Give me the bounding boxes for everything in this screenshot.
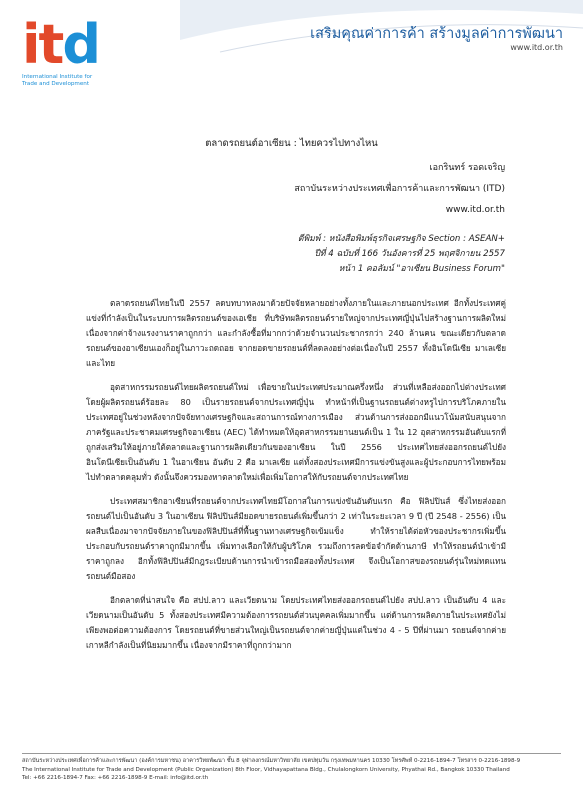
paragraph-3: ประเทศสมาชิกอาเซียนที่รถยนต์จากประเทศไทยมีโอกาสในการแข่งขันอันดับแรก คือ ฟิลิปปินส์ ซึ่งไทยส่งออกรถยนต์ไปเป็นอันดับ 3 ในอาเซียน ฟิลิปปินส์มียอดขายรถยนต์เพิ่มขึ้นกว่า 2 เท่าในระยะเวลา 9 ปี (ปี 2548 - 2556) เป็นผลสืบเนื่องมาจากปัจจัยภายในของฟิลิปปินส์ที่พื้นฐานทางเศรษฐกิจเข้มแข็ง ทำให้รายได้ต่อหัวของประชากรเพิ่มขึ้น ประกอบกับรถยนต์ราคาถูกมีมากขึ้น เพิ่มทางเลือกให้กับผู้บริโภค รวมถึงการลดข้อจำกัดด้านภาษี ทำให้รถยนต์นำเข้ามีราคาถูกลง อีกทั้งฟิลิปปินส์มีกฎระเบียบด้านการนำเข้ารถมือสองทั้งประเทศ จึงเป็นโอกาสของรถยนต์รุ่นใหม่ทดแทนรถยนต์มือสอง xyxy=(86,496,506,581)
footer-contact: Tel: +66 2216-1894-7 Fax: +66 2216-1898-9 E-mail: info@itd.or.th xyxy=(22,775,209,781)
author-website: www.itd.or.th xyxy=(445,205,505,215)
publication-line-2: ปีที่ 4 ฉบับที่ 166 วันอังคารที่ 25 พฤศจิกายน 2557 xyxy=(314,249,505,259)
footer-address-english: The International Institute for Trade and Development (Public Organization) 8th Floor, Vidhayapattana Bldg., Chulalongkorn University, Phyathai Rd., Bangkok 10330 Thailand xyxy=(22,766,510,773)
footer xyxy=(22,757,562,783)
footer-divider xyxy=(22,753,561,754)
header-website: www.itd.or.th xyxy=(510,43,563,52)
header-slogan: เสริมคุณค่าการค้า สร้างมูลค่าการพัฒนา xyxy=(310,26,563,42)
publication-line-1: ตีพิมพ์ : หนังสือพิมพ์ธุรกิจเศรษฐกิจ Section : ASEAN+ xyxy=(297,234,505,244)
logo-subtext: International Institute for Trade and Development xyxy=(22,74,93,87)
paragraph-2: อุตสาหกรรมรถยนต์ไทยผลิตรถยนต์ใหม่ เพื่อขายในประเทศประมาณครึ่งหนึ่ง ส่วนที่เหลือส่งออกไปต่างประเทศ โดยผู้ผลิตรถยนต์ร้อยละ 80 เป็นรายรถยนต์จากประเทศญี่ปุ่น ทำหน้าที่เป็นฐานรถยนต์ต่างหรูไปการบริโภคภายในประเทศอยู่ในช่วงหลังจากปัจจัยทางเศรษฐกิจและสถานการณ์ทางการเมือง ส่วนด้านการส่งออกมีแนวโน้มสนับสนุนจากภาครัฐและประชาคมเศรษฐกิจอาเซียน (AEC) ได้ทำหมดให้อุตสาหกรรมยานยนต์เป็น 1 ใน 12 อุตสาหกรรมอันดับแรกที่ถูกส่งเสริมให้อยู่ภายใต้ตลาดและฐานการผลิตเดียวกันของอาเซียน ในปี 2556 ประเทศไทยส่งออกรถยนต์ไปยังอินโดนีเซียเป็นอันดับ 1 ในอาเซียน อันดับ 2 คือ มาเลเซีย แต่ทั้งสองประเทศมีการแข่งขันสูงและผู้ประกอบการไทยพร้อมไปทำตลาดคลุมทั่ว ดังนั้นจึงควรมองหาตลาดใหม่เพื่อเพิ่มโอกาสให้กับรถยนต์จากประเทศไทย xyxy=(86,382,506,482)
paragraph-4: อีกตลาดที่น่าสนใจ คือ สปป.ลาว และเวียดนาม โดยประเทศไทยส่งออกรถยนต์ไปยัง สปป.ลาว เป็นอันดับ 4 และเวียดนามเป็นอันดับ 5 ทั้งสองประเทศมีความต้องการรถยนต์ส่วนบุคคลเพิ่มมากขึ้น แต่ด้านการผลิตภายในประเทศยังไม่เพียงพอต่อความต้องการ โดยรถยนต์ที่ขายส่วนใหญ่เป็นรถยนต์จากค่ายญี่ปุ่นแต่ในช่วง 4 - 5 ปีที่ผ่านมา รถยนต์จากค่ายเกาหลีกำลังเป็นที่นิยมมากขึ้น เนื่องจากมีราคาที่ถูกกว่ามาก xyxy=(86,595,506,650)
publication-info xyxy=(298,232,505,277)
publication-line-3: หน้า 1 คอลัมน์ "อาเซียน Business Forum" xyxy=(338,264,505,274)
author-name: เอกรินทร์ รอดเจริญ xyxy=(429,163,505,173)
logo-letter-i: i xyxy=(22,13,39,76)
itd-logo xyxy=(22,13,117,98)
logo-letter-d: d xyxy=(62,13,99,76)
logo-letter-t: t xyxy=(38,13,63,76)
author-block xyxy=(294,158,505,221)
article-body xyxy=(86,296,506,662)
article-title: ตลาดรถยนต์อาเซียน : ไทยควรไปทางไหน xyxy=(205,138,378,149)
paragraph-1: ตลาดรถยนต์ไทยในปี 2557 ลดบทบาทลงมาด้วยปัจจัยหลายอย่างทั้งภายในและภายนอกประเทศ อีกทั้งประเทศคู่แข่งที่กำลังเป็นในระบบการผลิตรถยนต์ของเอเชีย ที่บริษัทผลิตรถยนต์รายใหญ่จากประเทศญี่ปุ่นไปสร้างฐานการผลิตใหม่ เนื่องจากค่าจ้างแรงงานราคาถูกกว่า และกำลังซื้อที่มากกว่าด้วยจำนวนประชากรกว่า 240 ล้านคน ขณะเดียวกับตลาดรถยนต์ของอาเซียนเองก็อยู่ในภาวะถดถอย จากยอดขายรถยนต์ที่ลดลงอย่างต่อเนื่องในปี 2557 ทั้งอินโดนีเซีย มาเลเซีย และไทย xyxy=(86,298,506,368)
author-organization: สถาบันระหว่างประเทศเพื่อการค้าและการพัฒนา (ITD) xyxy=(294,184,505,194)
footer-address-thai: สถาบันระหว่างประเทศเพื่อการค้าและการพัฒนา (องค์การมหาชน) อาคารวิทยพัฒนา ชั้น 8 จุฬาลงกรณ์มหาวิทยาลัย เขตปทุมวัน กรุงเทพมหานคร 10330 โทรศัพท์ 0-2216-1894-7 โทรสาร 0-2216-1898-9 xyxy=(22,758,521,764)
